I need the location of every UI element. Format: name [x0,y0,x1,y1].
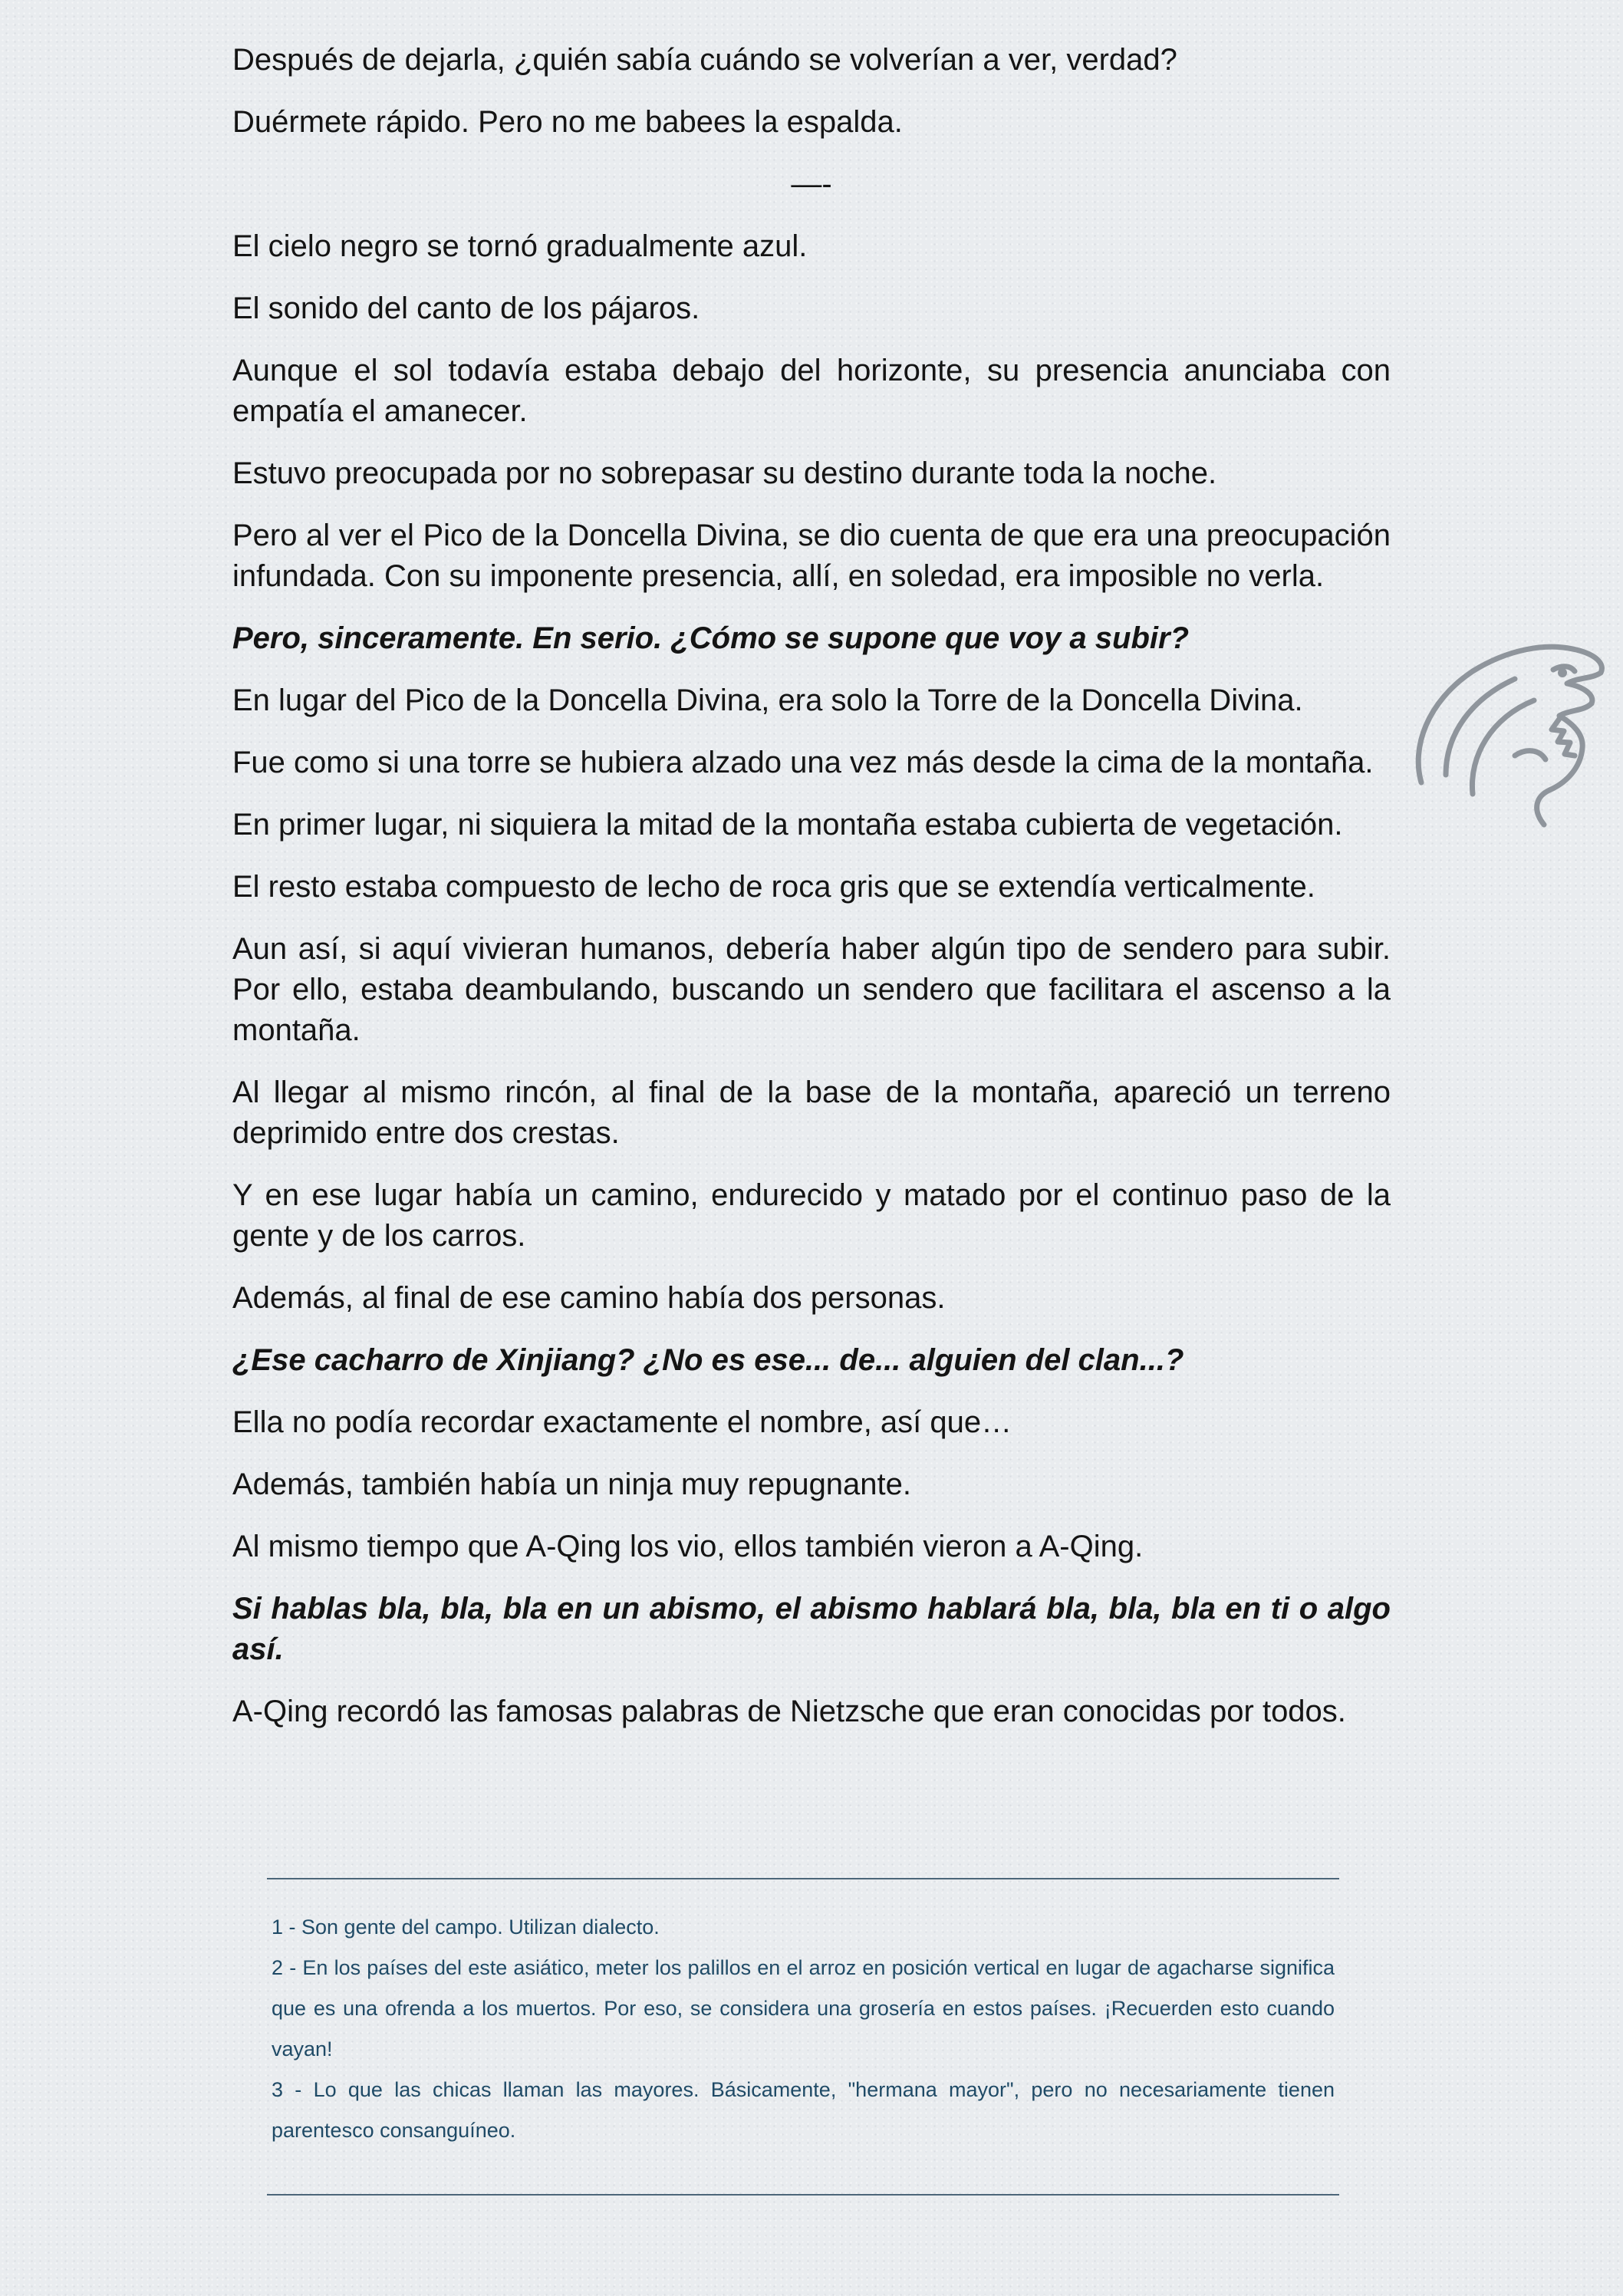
scene-separator: —- [791,167,832,201]
paragraph: Al llegar al mismo rincón, al final de la base de la montaña, apareció un terreno deprimido entre dos crestas. [232,1076,1391,1150]
paragraph: En lugar del Pico de la Doncella Divina, era solo la Torre de la Doncella Divina. [232,684,1303,717]
thought-paragraph: ¿Ese cacharro de Xinjiang? ¿No es ese... de... alguien del clan...? [232,1343,1184,1377]
paragraph: Pero al ver el Pico de la Doncella Divina, se dio cuenta de que era una preocupación infundada. Con su imponente presencia, allí, en soledad, era imposible no verla. [232,519,1391,593]
paragraph: Además, también había un ninja muy repugnante. [232,1468,912,1501]
paragraph: En primer lugar, ni siquiera la mitad de la montaña estaba cubierta de vegetación. [232,808,1343,842]
paragraph: Aun así, si aquí vivieran humanos, debería haber algún tipo de sendero para subir. Por ello, estaba deambulando, buscando un sendero que facilitara el ascenso a la montaña. [232,932,1391,1047]
dinosaur-watermark-icon [1400,633,1618,828]
footnote-2: 2 - En los países del este asiático, meter los palillos en el arroz en posición vertical en lugar de agacharse significa que es una ofrenda a los muertos. Por eso, se considera una grosería en estos países. ¡Recuerden esto cuando vayan! [272,1956,1335,2060]
paragraph: El cielo negro se tornó gradualmente azul. [232,229,808,263]
paragraph: El resto estaba compuesto de lecho de roca gris que se extendía verticalmente. [232,870,1315,904]
paragraph: Al mismo tiempo que A-Qing los vio, ellos también vieron a A-Qing. [232,1530,1144,1563]
paragraph: Fue como si una torre se hubiera alzado una vez más desde la cima de la montaña. [232,746,1374,779]
paragraph: Y en ese lugar había un camino, endurecido y matado por el continuo paso de la gente y de los carros. [232,1178,1391,1253]
paragraph: El sonido del canto de los pájaros. [232,292,700,325]
footnotes [267,1878,1339,2196]
paragraph: Además, al final de ese camino había dos personas. [232,1281,946,1315]
footnote-1: 1 - Son gente del campo. Utilizan dialecto. [272,1916,660,1939]
story-text [232,40,1391,1754]
paragraph: Ella no podía recordar exactamente el nombre, así que… [232,1405,1012,1439]
footnote-3: 3 - Lo que las chicas llaman las mayores. Básicamente, "hermana mayor", pero no necesariamente tienen parentesco consanguíneo. [272,2078,1335,2142]
thought-paragraph: Pero, sinceramente. En serio. ¿Cómo se supone que voy a subir? [232,621,1190,655]
paragraph: Estuvo preocupada por no sobrepasar su destino durante toda la noche. [232,456,1217,490]
paragraph: Aunque el sol todavía estaba debajo del horizonte, su presencia anunciaba con empatía el amanecer. [232,354,1391,428]
paragraph: Duérmete rápido. Pero no me babees la espalda. [232,105,903,139]
thought-paragraph: Si hablas bla, bla, bla en un abismo, el abismo hablará bla, bla, bla en ti o algo así. [232,1592,1391,1666]
paragraph: A-Qing recordó las famosas palabras de Nietzsche que eran conocidas por todos. [232,1695,1346,1728]
paragraph: Después de dejarla, ¿quién sabía cuándo se volverían a ver, verdad? [232,43,1177,77]
